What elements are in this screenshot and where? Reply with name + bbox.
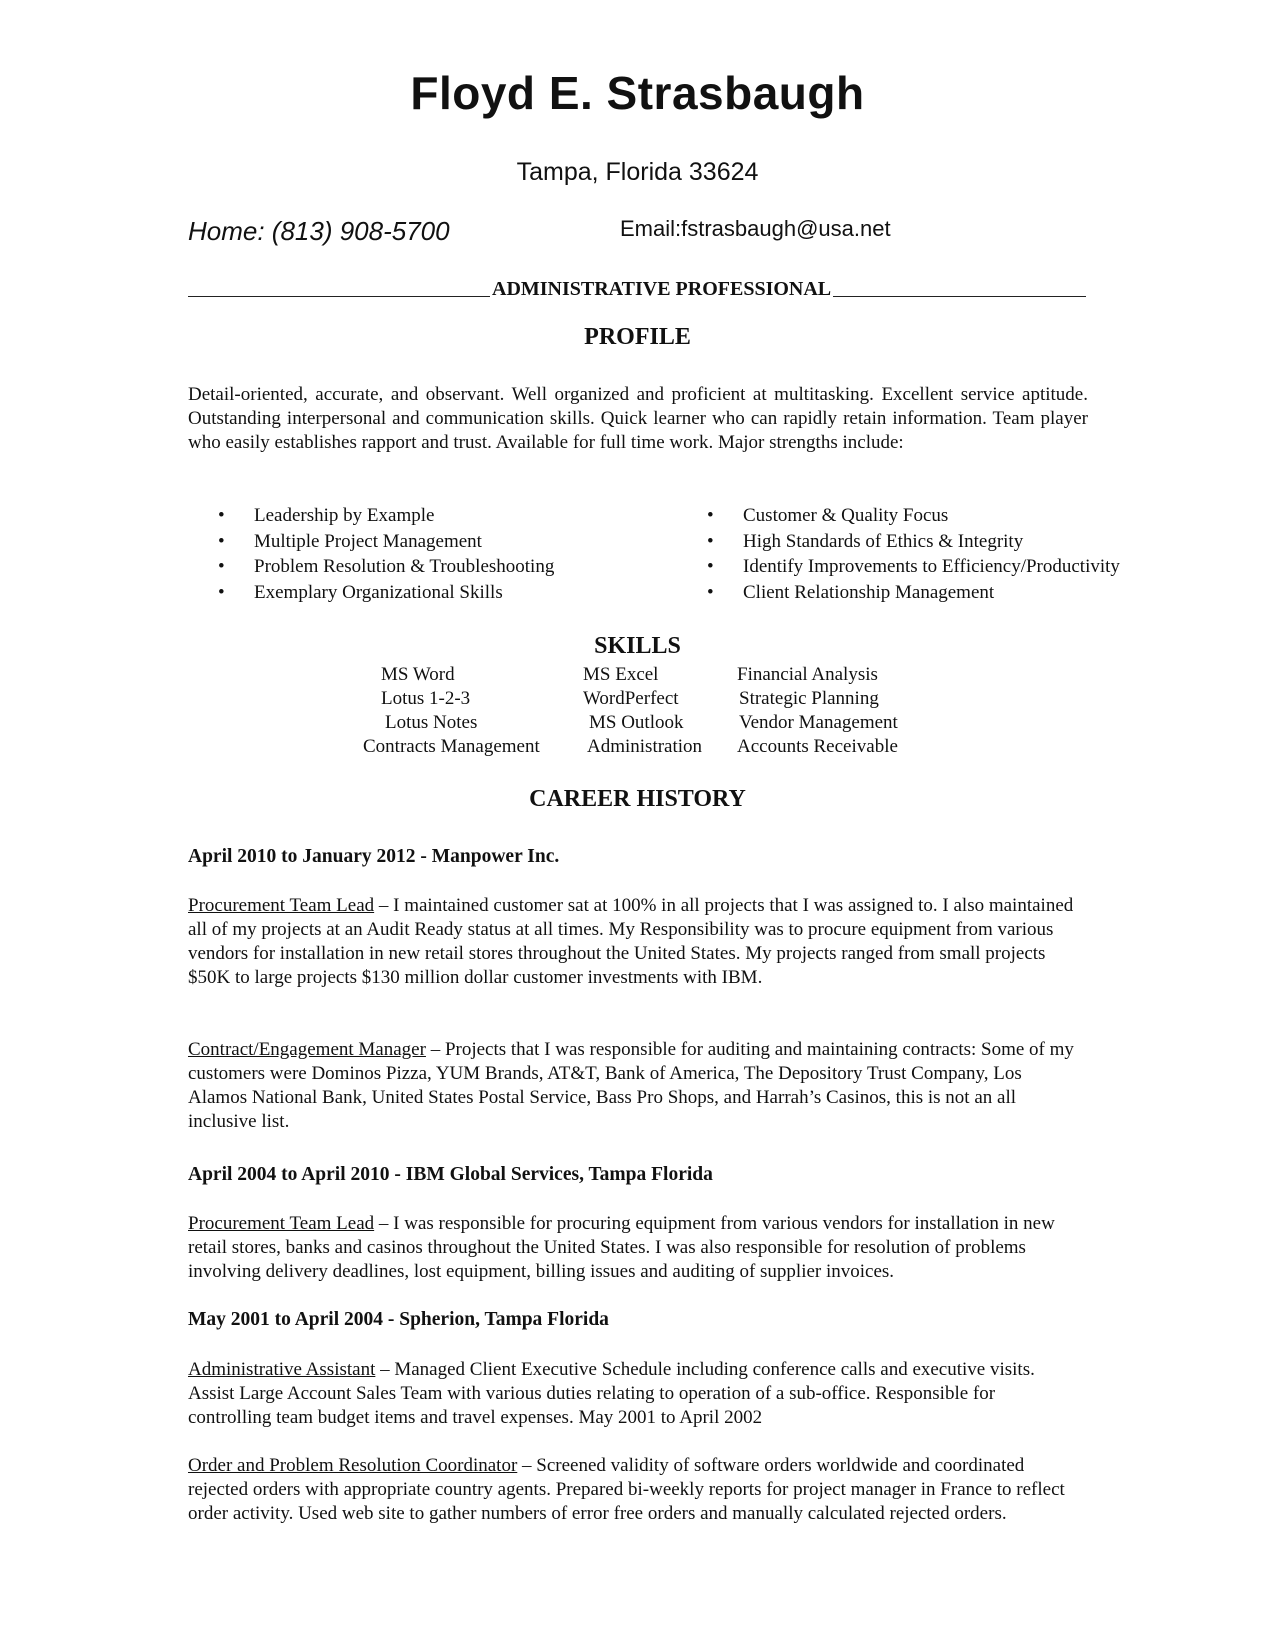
role-description: – Screened validity of software orders worldwide and coordinated rejected orders with appropriate country agents. Prepared bi-weekly reports for project manager in France to reflect order activity. Used web site to gather numbers of error free orders and manually calculated rejected orders.	[188, 1455, 1065, 1524]
skill-item: Lotus 1-2-3	[381, 688, 471, 709]
bullet-icon: •	[707, 505, 714, 526]
banner-rule-left	[188, 296, 490, 297]
role-title: Order and Problem Resolution Coordinator	[188, 1455, 518, 1476]
profile-heading: PROFILE	[584, 324, 691, 350]
skills-heading: SKILLS	[594, 633, 681, 659]
role-description: – I maintained customer sat at 100% in all projects that I was assigned to. I also maintained all of my projects at an Audit Ready status at all times. My Responsibility was to procure equipment from various vendors for installation in new retail stores throughout the United States. My projects ranged from small projects $50K to large projects $130 million dollar customer investments with IBM.	[188, 895, 1074, 988]
list-item: • Problem Resolution & Troubleshooting	[218, 554, 554, 580]
skill-item: MS Outlook	[589, 712, 684, 733]
job-header: April 2004 to April 2010 - IBM Global Services, Tampa Florida	[188, 1164, 713, 1185]
bullet-icon: •	[707, 556, 714, 577]
bullet-icon: •	[707, 581, 714, 603]
skill-item: Administration	[587, 736, 703, 757]
role-description: – Managed Client Executive Schedule including conference calls and executive visits. Assist Large Account Sales Team with various duties relating to operation of a sub-office. Responsible for controlling team budget items and travel expenses. May 2001 to April 2002	[188, 1359, 1035, 1428]
list-item: • Customer & Quality Focus	[707, 503, 1120, 529]
title-banner	[188, 278, 1086, 301]
role-entry	[188, 1212, 1078, 1284]
list-item: • Leadership by Example	[218, 503, 554, 529]
job-header: May 2001 to April 2004 - Spherion, Tampa Florida	[188, 1309, 609, 1330]
job-header: April 2010 to January 2012 - Manpower Inc.	[188, 846, 560, 867]
skill-item: Strategic Planning	[739, 688, 879, 709]
role-title: Administrative Assistant	[188, 1359, 376, 1380]
list-item: • Multiple Project Management	[218, 529, 554, 555]
skill-item: Financial Analysis	[737, 664, 878, 685]
role-title: Contract/Engagement Manager	[188, 1039, 426, 1060]
skills-column-2	[583, 663, 702, 759]
strengths-right	[707, 503, 1120, 605]
skill-item: Accounts Receivable	[737, 736, 898, 757]
bullet-icon: •	[707, 530, 714, 552]
list-item: • Identify Improvements to Efficiency/Productivity	[707, 554, 1120, 580]
bullet-icon: •	[218, 505, 225, 526]
skills-column-3	[737, 663, 898, 759]
profile-text: Detail-oriented, accurate, and observant. Well organized and proficient at multitasking. Excellent service aptitude. Outstanding interpersonal and communication skills. Quick learner who can rapidly retain information. Team player who easily establishes rapport and trust. Available for full time work. Major strengths include:	[188, 384, 1088, 453]
role-title: Procurement Team Lead	[188, 895, 375, 916]
role-description: – I was responsible for procuring equipment from various vendors for installation in new retail stores, banks and casinos throughout the United States. I was also responsible for resolution of problems involving delivery deadlines, lost equipment, billing issues and auditing of supplier invoices.	[188, 1213, 1055, 1282]
candidate-name: Floyd E. Strasbaugh	[410, 67, 865, 119]
bullet-icon: •	[218, 581, 225, 603]
banner-label: ADMINISTRATIVE PROFESSIONAL	[492, 278, 832, 300]
role-description: – Projects that I was responsible for auditing and maintaining contracts: Some of my customers were Dominos Pizza, YUM Brands, AT&T, Bank of America, The Depository Trust Company, Los Alamos National Bank, United States Postal Service, Bass Pro Shops, and Harrah’s Casinos, this is not an all inclusive list.	[188, 1039, 1074, 1132]
skill-item: MS Word	[381, 664, 455, 685]
candidate-phone: Home: (813) 908-5700	[188, 216, 450, 246]
role-title: Procurement Team Lead	[188, 1213, 375, 1234]
skill-item: WordPerfect	[583, 688, 679, 709]
role-entry	[188, 1358, 1078, 1430]
career-heading: CAREER HISTORY	[529, 786, 746, 812]
strengths-left	[218, 503, 554, 605]
skill-item: Contracts Management	[363, 736, 540, 757]
candidate-city: Tampa, Florida 33624	[516, 158, 759, 186]
role-entry	[188, 1454, 1078, 1526]
role-entry	[188, 894, 1078, 990]
banner-rule-right	[833, 296, 1086, 297]
skills-column-1	[363, 663, 540, 759]
list-item: • High Standards of Ethics & Integrity	[707, 529, 1120, 555]
role-entry	[188, 1038, 1078, 1134]
skill-item: MS Excel	[583, 664, 659, 685]
candidate-email: Email:fstrasbaugh@usa.net	[620, 216, 891, 241]
list-item: • Exemplary Organizational Skills	[218, 580, 554, 606]
bullet-icon: •	[218, 530, 225, 552]
bullet-icon: •	[218, 556, 225, 577]
skill-item: Lotus Notes	[385, 712, 478, 733]
list-item: • Client Relationship Management	[707, 580, 1120, 606]
skill-item: Vendor Management	[739, 712, 898, 733]
